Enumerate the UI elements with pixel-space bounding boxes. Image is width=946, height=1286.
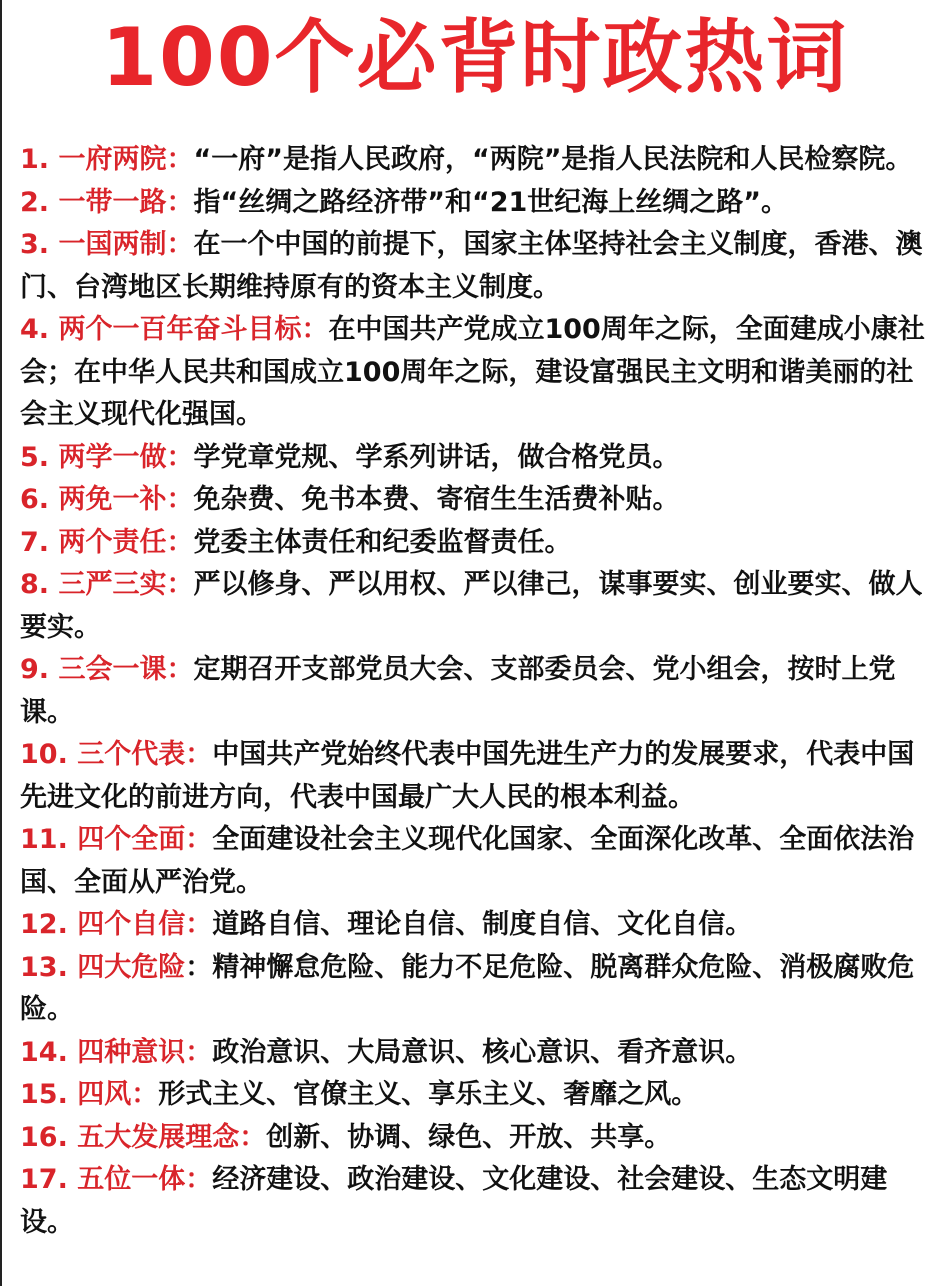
list-item <box>20 1117 930 1160</box>
term-definition: 在中国共产党成立100周年之际，全面建成小康社会；在中华人民共和国成立100周年之际，建设富强民主文明和谐美丽的社会主义现代化强国。 <box>20 314 925 430</box>
list-item <box>20 904 930 947</box>
term-label: 3. 一国两制： <box>20 229 194 260</box>
list-item <box>20 479 930 522</box>
term-label: 9. 三会一课： <box>20 654 194 685</box>
term-definition: “一府”是指人民政府，“两院”是指人民法院和人民检察院。 <box>193 144 913 175</box>
term-definition: 严以修身、严以用权、严以律己，谋事要实、创业要实、做人要实。 <box>20 569 923 643</box>
list-item <box>20 947 930 1032</box>
term-label: 6. 两免一补： <box>20 484 194 515</box>
term-definition: 道路自信、理论自信、制度自信、文化自信。 <box>212 909 753 940</box>
term-list <box>20 139 930 1244</box>
term-label: 7. 两个责任： <box>20 526 194 558</box>
list-item <box>20 182 930 225</box>
term-definition: 免杂费、免书本费、寄宿生生活费补贴。 <box>193 484 680 515</box>
term-definition: 定期召开支部党员大会、支部委员会、党小组会，按时上党课。 <box>20 654 896 728</box>
term-label: 17. 五位一体： <box>20 1164 213 1195</box>
term-label: 14. 四种意识： <box>20 1036 213 1068</box>
list-item <box>20 224 930 309</box>
term-label: 16. 五大发展理念： <box>20 1121 267 1153</box>
term-definition: ：精神懈怠危险、能力不足危险、脱离群众危险、消极腐败危险。 <box>20 951 915 1025</box>
list-item <box>20 649 930 734</box>
term-definition: 学党章党规、学系列讲话，做合格党员。 <box>193 441 680 473</box>
list-item <box>20 437 930 480</box>
term-label: 13. 四大危险 <box>20 951 186 983</box>
list-item <box>20 309 930 437</box>
term-definition: 全面建设社会主义现代化国家、全面深化改革、全面依法治国、全面从严治党。 <box>20 824 915 898</box>
term-definition: 经济建设、政治建设、文化建设、社会建设、生态文明建设。 <box>20 1164 888 1238</box>
list-item <box>20 819 930 904</box>
term-label: 5. 两学一做： <box>20 441 194 473</box>
term-definition: 在一个中国的前提下，国家主体坚持社会主义制度，香港、澳门、台湾地区长期维持原有的资本主义制度。 <box>20 229 923 303</box>
term-label: 12. 四个自信： <box>20 909 213 940</box>
list-item <box>20 1074 930 1117</box>
list-item <box>20 1159 930 1244</box>
list-item <box>20 734 930 819</box>
term-label: 4. 两个一百年奋斗目标： <box>20 314 329 345</box>
term-label: 10. 三个代表： <box>20 739 213 770</box>
term-definition: 指“丝绸之路经济带”和“21世纪海上丝绸之路”。 <box>193 186 789 218</box>
term-definition: 形式主义、官僚主义、享乐主义、奢靡之风。 <box>158 1079 699 1110</box>
list-item <box>20 522 930 565</box>
page-title: 100个必背时政热词 <box>101 11 849 104</box>
term-label: 1. 一府两院： <box>20 144 194 175</box>
term-definition: 党委主体责任和纪委监督责任。 <box>193 526 572 558</box>
term-label: 8. 三严三实： <box>20 569 194 600</box>
list-item <box>20 564 930 649</box>
term-label: 11. 四个全面： <box>20 824 213 855</box>
term-definition: 政治意识、大局意识、核心意识、看齐意识。 <box>212 1036 753 1068</box>
list-item <box>20 139 930 182</box>
term-definition: 中国共产党始终代表中国先进生产力的发展要求，代表中国先进文化的前进方向，代表中国最广大人民的根本利益。 <box>20 739 915 813</box>
term-label: 15. 四风： <box>20 1079 159 1110</box>
term-definition: 创新、协调、绿色、开放、共享。 <box>266 1121 672 1153</box>
term-label: 2. 一带一路： <box>20 186 194 218</box>
list-item <box>20 1032 930 1075</box>
